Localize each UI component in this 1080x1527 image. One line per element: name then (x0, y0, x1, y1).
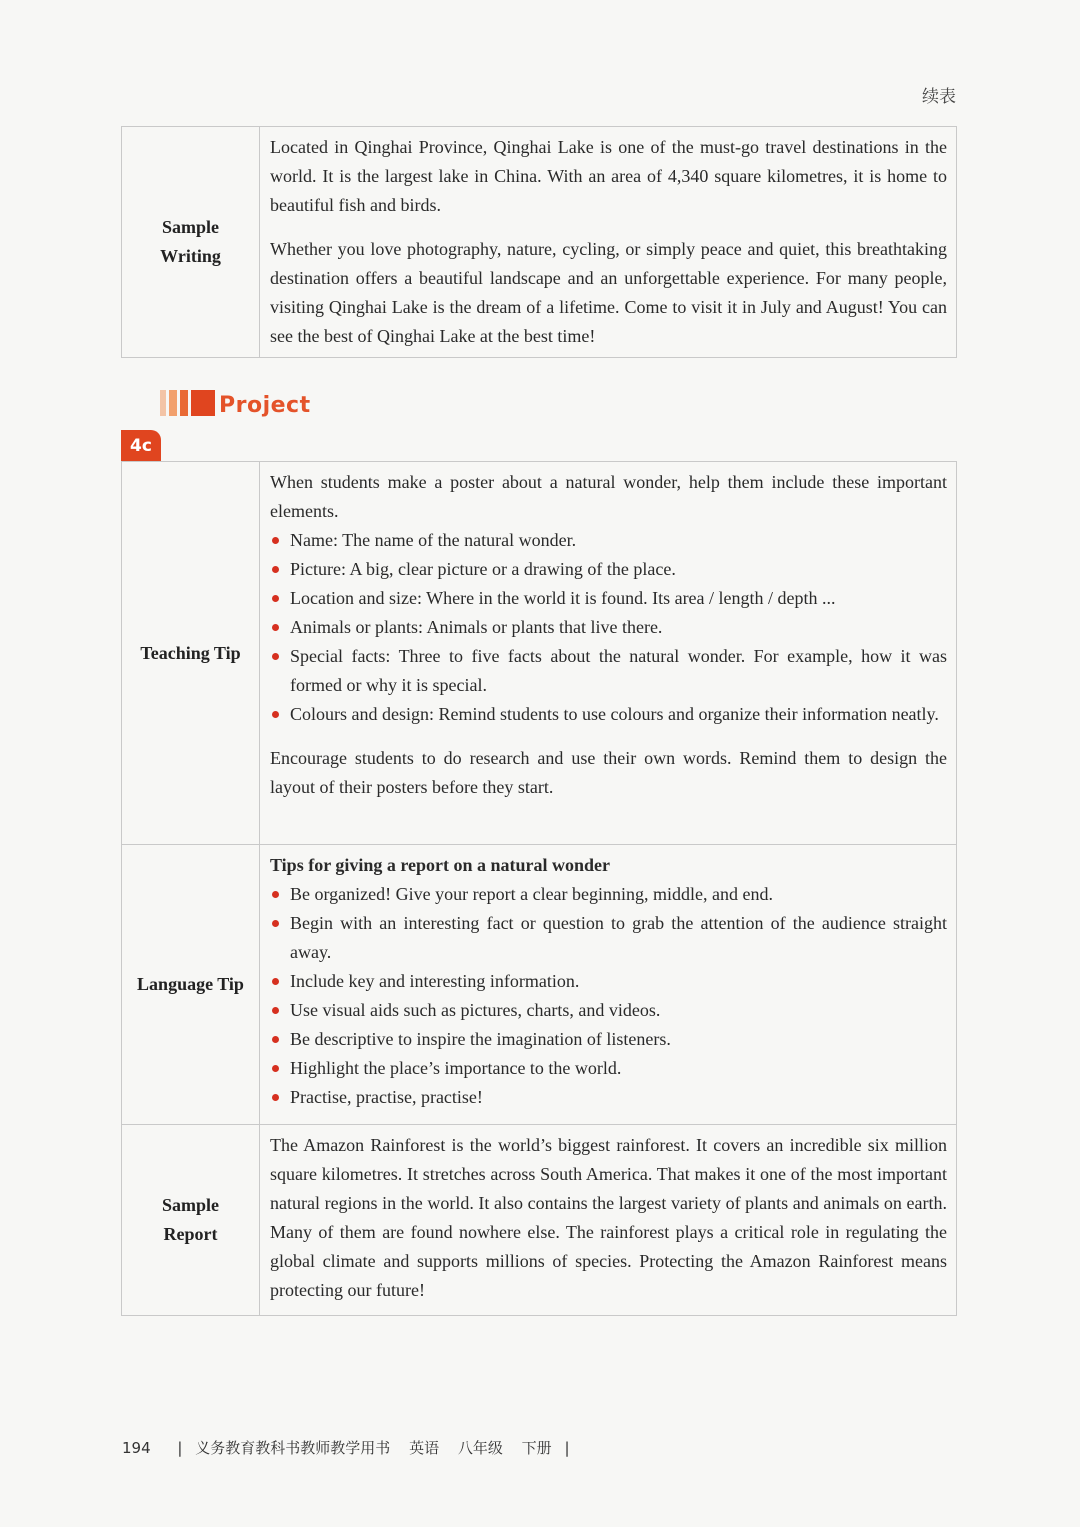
sample-writing-paragraph: Whether you love photography, nature, cycling, or simply peace and quiet, this breathtaking destination offers a beautiful landscape and an unforgettable experience. For many people, visiting Qinghai Lake is the dream of a lifetime. Come to visit it in July and August! You can see the best of Qinghai Lake at the best time! (270, 239, 947, 346)
project-table (121, 461, 957, 1316)
sample-writing-table (121, 126, 957, 358)
footer-divider: | (564, 1439, 570, 1457)
sample-writing-content (260, 127, 956, 357)
language-tip-label: Language Tip (122, 845, 260, 1124)
list-item: Special facts: Three to five facts about the natural wonder. For example, how it was formed or why it is special. (270, 642, 947, 700)
list-item: Include key and interesting information. (270, 967, 947, 996)
list-item: Highlight the place’s importance to the world. (270, 1054, 947, 1083)
page-footer (122, 1437, 570, 1458)
footer-grade: 八年级 (457, 1439, 503, 1457)
list-item: Picture: A big, clear picture or a drawing of the place. (270, 555, 947, 584)
list-item: Name: The name of the natural wonder. (270, 526, 947, 555)
sample-writing-row (122, 127, 956, 357)
list-item: Practise, practise, practise! (270, 1083, 947, 1112)
footer-subject: 英语 (409, 1439, 440, 1457)
sample-writing-paragraph: Located in Qinghai Province, Qinghai Lake is one of the must-go travel destinations in the world. It is the largest lake in China. With an area of 4,340 square kilometres, it is home to beautiful fish and birds. (270, 137, 947, 215)
sample-report-row (122, 1125, 956, 1315)
teaching-tip-closing: Encourage students to do research and use their own words. Remind them to design the layout of their posters before they start. (270, 748, 947, 797)
project-title: Project (219, 393, 311, 418)
sample-writing-label (122, 127, 260, 357)
teaching-tip-row (122, 462, 956, 845)
language-tip-heading: Tips for giving a report on a natural wonder (270, 855, 611, 875)
sample-writing-label-line2: Writing (160, 246, 221, 266)
teaching-tip-list (270, 526, 947, 729)
language-tip-content (260, 845, 956, 1124)
footer-book-title: 义务教育教科书教师教学用书 (195, 1439, 391, 1457)
teaching-tip-content (260, 462, 956, 844)
footer-divider: | (177, 1439, 183, 1457)
list-item: Be descriptive to inspire the imagination of listeners. (270, 1025, 947, 1054)
continued-label: 续表 (922, 87, 956, 107)
list-item: Location and size: Where in the world it is found. Its area / length / depth ... (270, 584, 947, 613)
list-item: Colours and design: Remind students to use colours and organize their information neatly. (270, 700, 947, 729)
page-number: 194 (122, 1439, 151, 1457)
section-badge: 4c (121, 430, 161, 461)
teaching-tip-label: Teaching Tip (122, 462, 260, 844)
sample-writing-label-line1: Sample (161, 217, 219, 237)
teaching-tip-intro: When students make a poster about a natural wonder, help them include these important elements. (270, 472, 947, 521)
language-tip-list (270, 880, 947, 1112)
sample-report-label (122, 1125, 260, 1315)
sample-report-text: The Amazon Rainforest is the world’s biggest rainforest. It covers an incredible six million square kilometres. It stretches across South America. That makes it one of the most important natural regions in the world. It also contains the largest variety of plants and animals on earth. Many of them are found nowhere else. The rainforest plays a critical role in regulating the global climate and supports millions of species. Protecting the Amazon Rainforest means protecting our future! (270, 1135, 947, 1300)
language-tip-row (122, 845, 956, 1125)
list-item: Use visual aids such as pictures, charts, and videos. (270, 996, 947, 1025)
sample-report-label-line2: Report (163, 1224, 218, 1244)
sample-report-label-line1: Sample (161, 1195, 219, 1215)
list-item: Begin with an interesting fact or question to grab the attention of the audience straight away. (270, 909, 947, 967)
list-item: Be organized! Give your report a clear beginning, middle, and end. (270, 880, 947, 909)
list-item: Animals or plants: Animals or plants that live there. (270, 613, 947, 642)
sample-report-content (260, 1125, 956, 1315)
footer-volume: 下册 (521, 1439, 552, 1457)
